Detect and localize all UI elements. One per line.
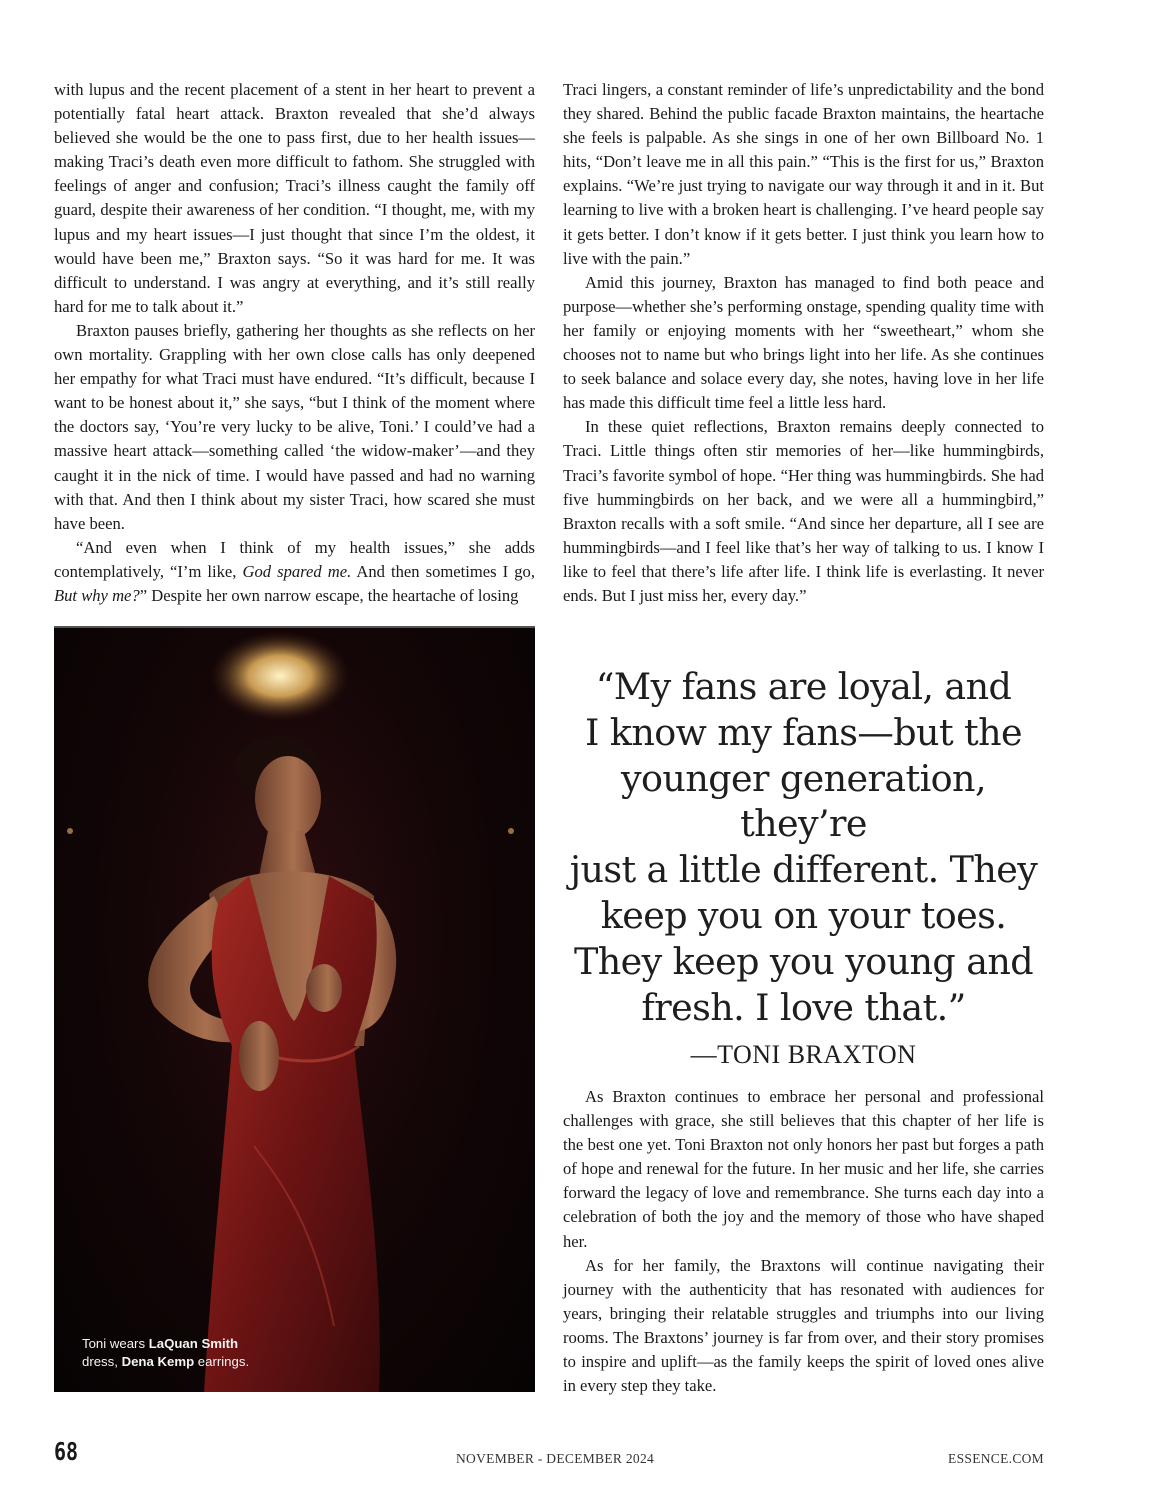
photo-caption bbox=[82, 1335, 249, 1371]
italic-phrase: But why me? bbox=[54, 585, 140, 605]
paragraph: Braxton pauses briefly, gathering her thoughts as she reflects on her own mortality. Grappling with her own close calls has only deepened her empathy for what Traci must have endured. “It’s difficult, because I want to be honest about it,” she says, “but I think of the moment where the doctors say, ‘You’re very lucky to be alive, Toni.’ I could’ve had a massive heart attack—something called ‘the widow-maker’—and they caught it in the nick of time. I would have passed and had no warning with that. And then I think about my sister Traci, how scared she must have been. bbox=[54, 320, 535, 533]
article-right-column bbox=[563, 78, 1044, 608]
site-name: ESSENCE.COM bbox=[948, 1451, 1044, 1466]
chandelier bbox=[210, 631, 350, 721]
caption-designer: Dena Kemp bbox=[121, 1354, 195, 1369]
paragraph: As for her family, the Braxtons will continue navigating their journey with the authenticity that has resonated with audiences for years, bringing their relatable struggles and triumphs into our living rooms. The Braxtons’ journey is far from over, and their story promises to inspire and uplift—as the family keeps the spirit of loved ones alive in every step they take. bbox=[563, 1255, 1044, 1396]
paragraph-segment: “And even when I think of my health issues,” she adds contemplatively, “I’m like, bbox=[54, 537, 535, 581]
photo-illustration bbox=[54, 626, 535, 1392]
head bbox=[255, 756, 321, 840]
paragraph: Traci lingers, a constant reminder of life’s unpredictability and the bond they shared. Behind the public facade Braxton maintains, the heartache she feels is palpable. As she sings in one of her own Billboard No. 1 hits, “Don’t leave me in all this pain.” “This is the first for us,” Braxton explains. “We’re just trying to navigate our way through it and in it. But learning to live with a broken heart is challenging. I’ve heard people say it gets better. I don’t know if it gets better. I just think you learn how to live with the pain.” bbox=[563, 80, 1044, 268]
article-left-column bbox=[54, 78, 535, 608]
article-right-bottom-column bbox=[563, 1085, 1044, 1398]
paragraph bbox=[54, 536, 535, 608]
paragraph-segment: And then sometimes I go, bbox=[351, 561, 535, 581]
paragraph: In these quiet reflections, Braxton remains deeply connected to Traci. Little things often stir memories of her—like hummingbirds, Traci’s favorite symbol of hope. “Her thing was hummingbirds. She had five hummingbirds on her back, and we were all a hummingbird,” Braxton recalls with a soft smile. “And since her departure, all I see are hummingbirds—and I feel like that’s her way of talking to us. I know I like to feel that there’s life after life. I think life is everlasting. It never ends. But I just miss her, every day.” bbox=[563, 417, 1044, 605]
italic-phrase: God spared me. bbox=[242, 561, 352, 581]
portrait-photo bbox=[54, 626, 535, 1392]
issue-date: NOVEMBER - DECEMBER 2024 bbox=[456, 1451, 655, 1466]
paragraph-segment: ” Despite her own narrow escape, the heartache of losing bbox=[139, 585, 519, 605]
pull-quote-attribution: —TONI BRAXTON bbox=[690, 1040, 917, 1070]
caption-designer: LaQuan Smith bbox=[148, 1336, 239, 1351]
caption-text: earrings. bbox=[194, 1354, 250, 1369]
pull-quote-text: “My fans are loyal, and I know my fans—but the younger generation, they’re just a little different. They keep you on your toes. They keep you young and fresh. I love that.” bbox=[569, 665, 1038, 1029]
paragraph: with lupus and the recent placement of a stent in her heart to prevent a potentially fatal heart attack. Braxton revealed that she’d always believed she would be the one to pass first, due to her health issues—making Traci’s death even more difficult to fathom. She struggled with feelings of anger and confusion; Traci’s illness caught the family off guard, despite their awareness of her condition. “I thought, me, with my lupus and my heart issues—I just thought that since I’m the oldest, it would have been me,” Braxton says. “So it was hard for me. It was difficult to understand. I was angry at everything, and it’s still really hard for me to talk about it.” bbox=[54, 80, 535, 316]
pull-quote bbox=[563, 664, 1044, 1078]
paragraph: As Braxton continues to embrace her personal and professional challenges with grace, she still believes that this chapter of her life is the best one yet. Toni Braxton not only honors her past but forges a path of hope and renewal for the future. In her music and her life, she carries forward the legacy of love and remembrance. She turns each day into a celebration of both the joy and the memory of those who have shaped her. bbox=[563, 1087, 1044, 1251]
page-number: 68 bbox=[54, 1437, 79, 1466]
caption-text: Toni wears bbox=[82, 1336, 149, 1351]
paragraph: Amid this journey, Braxton has managed to find both peace and purpose—whether she’s performing onstage, spending quality time with her family or enjoying moments with her “sweetheart,” whom she chooses not to name but who brings light into her life. As she continues to seek balance and solace every day, she notes, having love in her life has made this difficult time feel a little less hard. bbox=[563, 272, 1044, 413]
caption-text: dress, bbox=[82, 1354, 122, 1369]
